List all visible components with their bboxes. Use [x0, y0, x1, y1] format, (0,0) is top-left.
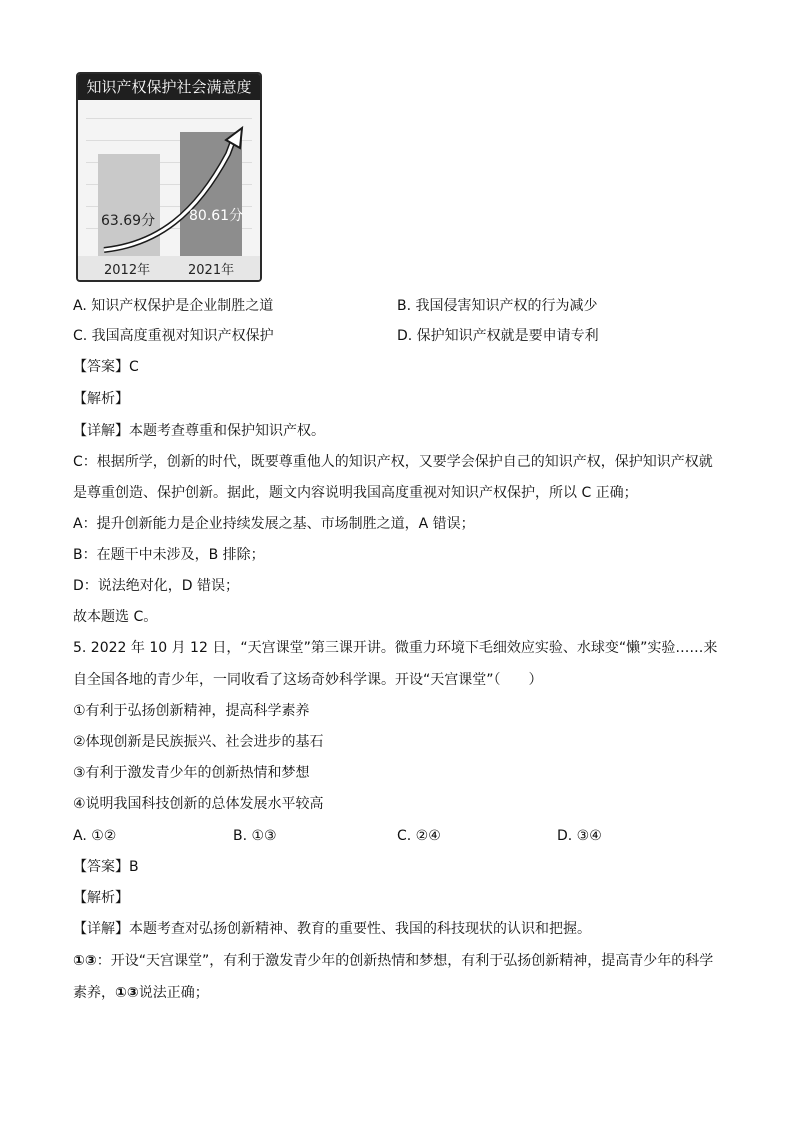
q4-c-line2: 是尊重创造、保护创新。据此，题文内容说明我国高度重视对知识产权保护，所以 C 正确；: [73, 485, 638, 501]
x-tick-2012: 2012年: [104, 263, 151, 278]
figure-title: 知识产权保护社会满意度: [78, 74, 260, 100]
q5-expl-prefix: ①③: [73, 953, 97, 969]
bar-2012-value: 63.69分: [101, 213, 156, 229]
q4-c-line1: C：根据所学，创新的时代，既要尊重他人的知识产权，又要学会保护自己的知识产权，保护知识产权就: [73, 454, 713, 470]
q5-analysis-label: 【解析】: [73, 890, 129, 906]
q5-explanation-line2: [73, 983, 209, 1003]
q4-conclusion: 故本题选 C。: [73, 609, 158, 625]
q5-expl-text2c: 说法正确；: [138, 985, 209, 1001]
q4-option-b: B. 我国侵害知识产权的行为减少: [397, 298, 598, 314]
growth-arrow-icon: [78, 74, 260, 280]
q5-option-b: B. ①③: [233, 828, 277, 844]
q5-detail: 【详解】本题考查对弘扬创新精神、教育的重要性、我国的科技现状的认识和把握。: [73, 921, 591, 937]
q5-item-3: ③有利于激发青少年的创新热情和梦想: [73, 765, 310, 781]
q5-stem-line1: 5. 2022 年 10 月 12 日，“天宫课堂”第三课开讲。微重力环境下毛细效应实验、水球变“懒”实验……来: [73, 640, 718, 656]
q5-item-2: ②体现创新是民族振兴、社会进步的基石: [73, 734, 324, 750]
q5-answer: 【答案】B: [73, 859, 139, 875]
q5-item-4: ④说明我国科技创新的总体发展水平较高: [73, 796, 324, 812]
bar-2021-value: 80.61分: [189, 208, 244, 224]
q4-option-c: C. 我国高度重视对知识产权保护: [73, 328, 274, 344]
q5-item-1: ①有利于弘扬创新精神，提高科学素养: [73, 703, 310, 719]
q4-analysis-label: 【解析】: [73, 391, 129, 407]
x-tick-2021: 2021年: [188, 263, 235, 278]
q4-b-line: B：在题干中未涉及，B 排除；: [73, 547, 265, 563]
q5-option-d: D. ③④: [557, 828, 602, 844]
q4-answer: 【答案】C: [73, 359, 139, 375]
q5-expl-text2b: ①③: [115, 985, 139, 1001]
q4-a-line: A：提升创新能力是企业持续发展之基、市场制胜之道，A 错误；: [73, 516, 475, 532]
q5-expl-text1: ：开设“天宫课堂”，有利于激发青少年的创新热情和梦想，有利于弘扬创新精神，提高青少年的科学: [96, 953, 714, 969]
q5-option-a: A. ①②: [73, 828, 117, 844]
satisfaction-chart-figure: [76, 72, 262, 282]
q5-explanation-line1: [73, 951, 713, 971]
q4-d-line: D：说法绝对化，D 错误；: [73, 578, 240, 594]
q5-option-c: C. ②④: [397, 828, 441, 844]
q5-stem-line2: 自全国各地的青少年，一同收看了这场奇妙科学课。开设“天宫课堂”（ ）: [73, 672, 543, 688]
q4-option-a: A. 知识产权保护是企业制胜之道: [73, 298, 274, 314]
q4-detail: 【详解】本题考查尊重和保护知识产权。: [73, 423, 325, 439]
q4-option-d: D. 保护知识产权就是要申请专利: [397, 328, 599, 344]
q5-expl-text2a: 素养，: [73, 985, 115, 1001]
